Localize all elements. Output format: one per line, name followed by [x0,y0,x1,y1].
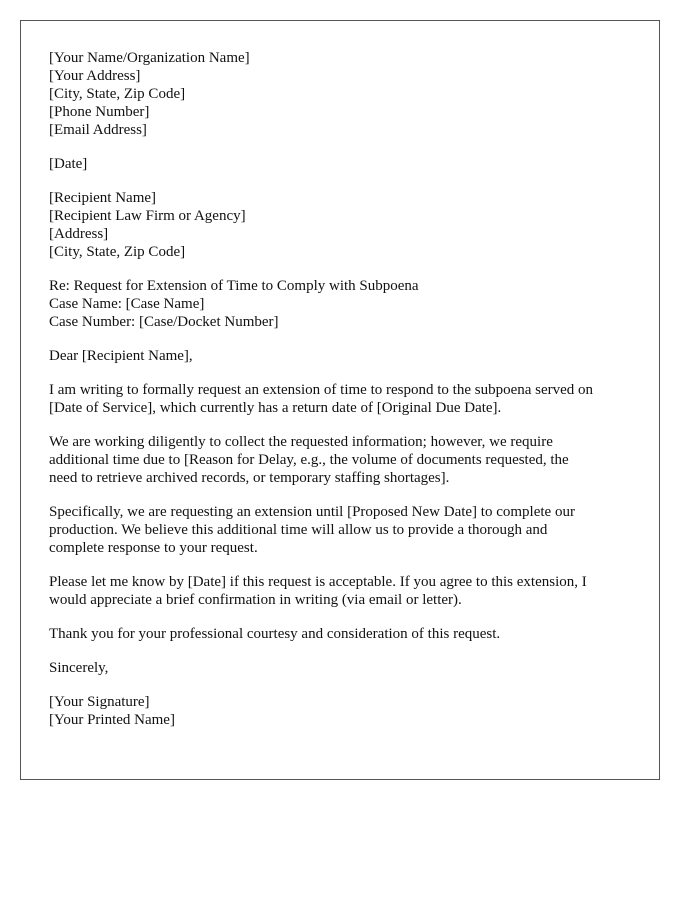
printed-name: [Your Printed Name] [49,712,175,728]
sender-name: [Your Name/Organization Name] [49,50,250,66]
sender-email: [Email Address] [49,122,147,138]
body-line: would appreciate a brief confirmation in writing (via email or letter). [49,592,462,608]
sender-phone: [Phone Number] [49,104,150,120]
letter-date: [Date] [49,156,88,172]
body-line: [Date of Service], which currently has a return date of [Original Due Date]. [49,400,502,416]
letter-page [20,20,660,780]
signature: [Your Signature] [49,694,150,710]
subject-line: Re: Request for Extension of Time to Comply with Subpoena [49,278,419,294]
recipient-name: [Recipient Name] [49,190,157,206]
closing [49,659,631,677]
body-line: Please let me know by [Date] if this request is acceptable. If you agree to this extension, I [49,574,587,590]
signature-block [49,693,631,729]
sender-city: [City, State, Zip Code] [49,86,186,102]
recipient-city: [City, State, Zip Code] [49,244,186,260]
closing-text: Sincerely, [49,660,109,676]
body-line: production. We believe this additional time will allow us to provide a thorough and [49,522,548,538]
subject-block [49,277,631,331]
recipient-block [49,189,631,261]
sender-block [49,49,631,139]
body-line: need to retrieve archived records, or temporary staffing shortages]. [49,470,450,486]
body-line: complete response to your request. [49,540,258,556]
body-paragraph-1 [49,381,631,417]
salutation [49,347,631,365]
body-line: additional time due to [Reason for Delay, e.g., the volume of documents requested, the [49,452,569,468]
body-paragraph-3 [49,503,631,557]
salutation-text: Dear [Recipient Name], [49,348,193,364]
sender-address: [Your Address] [49,68,141,84]
body-line: I am writing to formally request an extension of time to respond to the subpoena served on [49,382,594,398]
body-line: Thank you for your professional courtesy and consideration of this request. [49,626,501,642]
body-paragraph-5 [49,625,631,643]
body-line: We are working diligently to collect the requested information; however, we require [49,434,553,450]
date-block [49,155,631,173]
body-line: Specifically, we are requesting an extension until [Proposed New Date] to complete our [49,504,575,520]
body-paragraph-4 [49,573,631,609]
case-number: Case Number: [Case/Docket Number] [49,314,279,330]
recipient-firm: [Recipient Law Firm or Agency] [49,208,246,224]
body-paragraph-2 [49,433,631,487]
recipient-address: [Address] [49,226,109,242]
case-name: Case Name: [Case Name] [49,296,205,312]
